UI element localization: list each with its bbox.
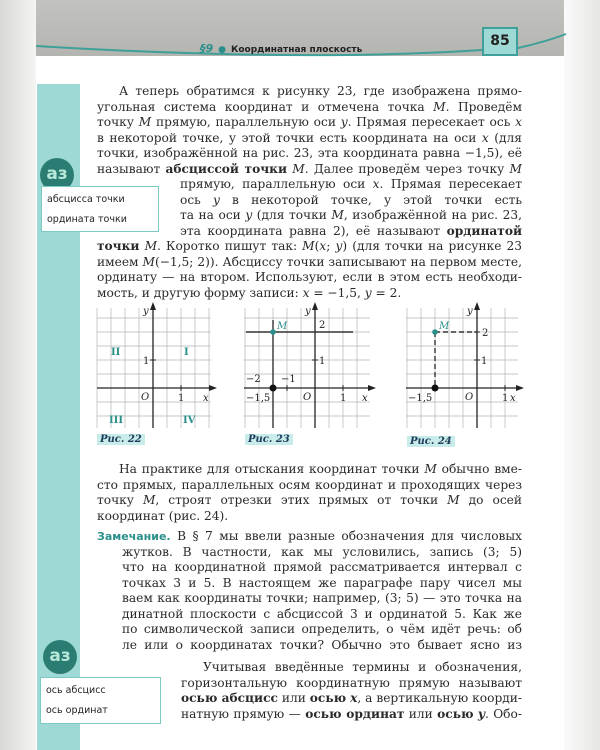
page-left-edge <box>0 0 36 750</box>
margin-term: ось абсцисс <box>46 685 106 696</box>
projection-point <box>432 385 439 392</box>
x-axis-label: x <box>362 393 368 404</box>
text-line: мость, и другую форму записи: x = −1,5, y = 2. <box>97 285 402 300</box>
note-first-line <box>97 529 522 545</box>
text-line: по символической записи определить, о чём идёт речь: об <box>122 622 522 636</box>
text-line: координат (рис. 24). <box>97 508 229 523</box>
margin-terms-box <box>41 186 159 232</box>
text-line: Учитывая введённые термины и обозначения, <box>203 660 522 674</box>
origin-label: O <box>303 392 312 403</box>
math-symbol: x <box>481 130 489 145</box>
x-axis-arrow-icon <box>516 385 524 391</box>
text-line: точку M прямую, параллельную оси y. Прямая пересекает ось x <box>97 115 522 129</box>
y-tick-label: 1 <box>319 356 326 367</box>
y-tick-label: 1 <box>481 356 488 367</box>
margin-terms-box <box>40 677 161 724</box>
text-line: горизонтальную координатную прямую называют <box>181 675 522 690</box>
text-line: осью абсцисс или осью x, а вертикальную коорди- <box>181 691 522 705</box>
math-symbol: y <box>364 285 372 300</box>
page-number: 85 <box>482 27 518 56</box>
vocabulary-icon: аз <box>40 158 74 192</box>
margin-term: ось ординат <box>46 705 108 716</box>
text-line: точки M. Коротко пишут так: M(x; y) (для точки на рисунке 23 <box>97 239 522 253</box>
note-paragraph <box>97 529 522 545</box>
quadrant-label: I <box>184 347 189 358</box>
projection-point <box>270 385 277 392</box>
math-symbol: x <box>372 177 380 191</box>
text-line: А теперь обратимся к рисунку 23, где изображена прямо- <box>119 84 522 98</box>
figure-caption: Рис. 24 <box>407 436 455 447</box>
math-symbol: M <box>142 493 156 507</box>
paragraph-1-middle <box>180 177 522 239</box>
text-line: угольная система координат и отмечена точка M. Проведём <box>97 99 522 114</box>
math-symbol: y <box>340 115 348 129</box>
text-line: ваем как координаты точки; например, (3; 5) — это точка на <box>122 591 522 605</box>
bold-term: осью <box>309 691 347 705</box>
text-line: что на координатной прямой рассматривается интервал с <box>122 560 522 574</box>
vocabulary-icon: аз <box>43 640 77 674</box>
x-axis-label: x <box>203 393 209 404</box>
figure-caption: Рис. 23 <box>245 434 293 445</box>
math-symbol: M <box>424 462 437 476</box>
text-line: прямую, параллельную оси x. Прямая пересекает <box>180 177 522 191</box>
margin-term: абсцисса точки <box>47 194 125 205</box>
bold-term: абсциссой точки <box>165 161 287 176</box>
text-line: сто прямых, параллельных осям координат и проходящих через <box>97 477 522 492</box>
math-symbol: x <box>319 239 327 253</box>
math-symbol: x <box>515 115 522 129</box>
text-line: натную прямую — осью ординат или осью y. Обо- <box>181 706 522 721</box>
math-symbol: y <box>212 192 220 207</box>
figure-22 <box>90 300 230 435</box>
text-line: эта координата равна 2), её называют ординатой <box>180 223 522 238</box>
math-symbol: M <box>142 254 155 269</box>
origin-label: O <box>465 392 474 403</box>
text-line: точку M, строят отрезки этих прямых от точки M до осей <box>97 493 522 507</box>
point-m-label: M <box>277 321 288 332</box>
x-tick-label: 1 <box>340 393 347 404</box>
note-label: Замечание. <box>97 530 171 543</box>
page-right-edge <box>564 0 600 750</box>
paragraph-1-end <box>97 239 522 301</box>
point-m-label: M <box>439 321 450 332</box>
math-symbol: M <box>302 239 315 253</box>
x-axis-label: x <box>510 393 516 404</box>
x-axis-arrow-icon <box>368 385 376 391</box>
quadrant-label: II <box>111 347 121 358</box>
paragraph-1-start <box>97 84 522 177</box>
running-header <box>200 42 362 55</box>
y-axis-arrow-icon <box>474 302 480 310</box>
math-symbol: M <box>331 208 344 222</box>
bold-term: осью <box>437 706 474 721</box>
section-number: §9 <box>200 42 214 55</box>
math-symbol: M <box>447 493 460 507</box>
text-line: точках 3 и 5. В настоящем же параграфе пару чисел мы <box>122 575 522 590</box>
text-line: точки, изображённой на рис. 23, эта координата равна −1,5), её <box>97 146 522 160</box>
y-axis-arrow-icon <box>150 302 156 310</box>
margin-term: ордината точки <box>47 214 127 225</box>
math-symbol: M <box>144 239 158 253</box>
point-m <box>270 329 276 335</box>
x-tick-label: −1,5 <box>246 393 271 404</box>
math-symbol: M <box>509 161 522 176</box>
math-symbol: M <box>292 161 305 176</box>
y-axis-label: y <box>467 306 473 317</box>
figure-caption: Рис. 22 <box>97 434 145 445</box>
x-tick-label: −1,5 <box>408 393 433 404</box>
x-tick-label: −1 <box>281 374 296 385</box>
quadrant-label: III <box>109 415 124 426</box>
math-symbol: x <box>302 285 310 300</box>
math-symbol: y <box>335 239 343 253</box>
quadrant-label: IV <box>183 415 196 426</box>
x-tick-label: −2 <box>246 374 261 385</box>
note-paragraph-body <box>122 545 522 654</box>
y-tick-label: 2 <box>319 320 326 331</box>
text-line: называют абсциссой точки M. Далее проведём через точку M <box>97 161 522 176</box>
bold-term: осью ординат <box>305 706 405 721</box>
bullet-icon: ● <box>218 45 227 55</box>
bold-italic-term: y <box>477 706 485 721</box>
y-tick-label: 2 <box>482 328 489 339</box>
math-symbol: M <box>138 115 152 129</box>
x-tick-label: 1 <box>502 393 509 404</box>
y-tick-label: 1 <box>143 356 150 367</box>
x-axis-arrow-icon <box>209 385 217 391</box>
math-symbol: y <box>245 208 253 222</box>
figure-23 <box>238 300 378 435</box>
paragraph-2 <box>97 462 522 524</box>
y-axis-label: y <box>143 306 149 317</box>
bold-term: ординатой <box>446 223 522 238</box>
figure-24 <box>400 300 530 435</box>
bold-term: точки <box>97 239 140 253</box>
section-title: Координатная плоскость <box>231 45 363 55</box>
y-axis-label: y <box>305 306 311 317</box>
text-line: ось y в некоторой точке, у этой точки есть <box>180 192 522 207</box>
x-tick-label: 1 <box>178 393 185 404</box>
bold-italic-term: x <box>350 691 358 705</box>
y-axis-arrow-icon <box>312 302 318 310</box>
text-line: динатной плоскости с абсциссой 3 и ординатой 5. Как же <box>122 606 522 621</box>
text-line: та на оси y (для точки M, изображённой на рис. 23, <box>180 208 522 222</box>
math-symbol: M <box>433 99 446 114</box>
text-line: жутков. В частности, как мы условились, запись (3; 5) <box>122 544 522 559</box>
point-m <box>432 329 438 335</box>
text-line: ле или о координатах точки? Обычно это бывает ясно из <box>122 637 522 652</box>
bold-term: осью абсцисс <box>181 691 278 705</box>
origin-label: O <box>141 392 150 403</box>
note-text: В § 7 мы ввели разные обозначения для числовых <box>177 529 522 543</box>
text-line: имеем M(−1,5; 2)). Абсциссу точки записывают на первом месте, <box>97 254 522 269</box>
paragraph-4 <box>181 660 522 722</box>
text-line: ординату — на втором. Используют, если в этом есть необходи- <box>97 270 522 284</box>
text-line: в некоторой точке, у этой точки есть координата на оси x (для <box>97 130 522 145</box>
text-line: На практике для отыскания координат точки M обычно вме- <box>119 462 522 476</box>
